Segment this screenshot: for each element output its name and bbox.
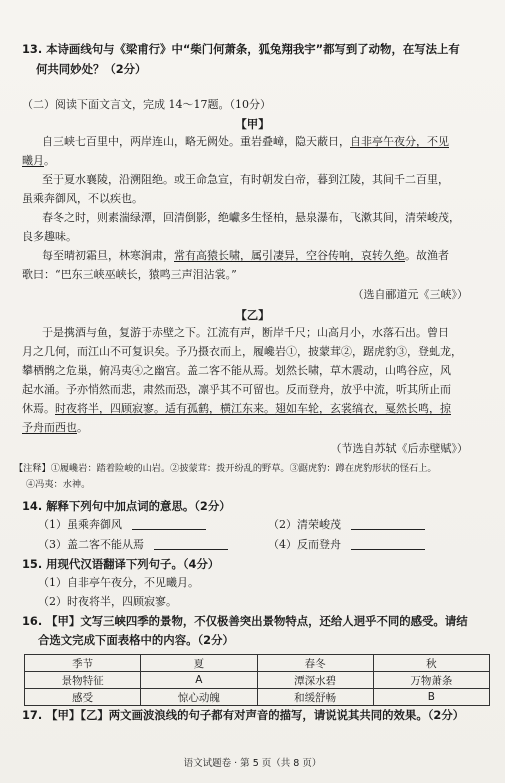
passage-yi-line6 xyxy=(22,419,88,437)
q14-answer-blank-1[interactable] xyxy=(132,517,206,530)
table-row xyxy=(25,689,490,706)
jia-p1-period: 。 xyxy=(44,154,55,167)
table-row xyxy=(25,672,490,689)
table-cell: 夏 xyxy=(141,655,257,672)
jia-p1-text: 自三峡七百里中，两岸连山，略无阙处。重岩叠嶂，隐天蔽日， xyxy=(42,135,350,148)
q14-item-2-text: （2）清荣峻茂 xyxy=(268,518,341,531)
q14-item-2 xyxy=(268,516,425,534)
q14-item-4 xyxy=(268,536,425,554)
passage-jia-title: 【甲】 xyxy=(235,117,270,131)
passage-jia-p3-line1: 春冬之时，则素湍绿潭，回清倒影，绝巘多生怪柏，悬泉瀑布，飞漱其间，清荣峻茂， xyxy=(42,211,460,224)
passage-jia-p4-line1 xyxy=(22,247,449,265)
table-cell-answer-a[interactable]: A xyxy=(141,672,257,689)
q14-item-1 xyxy=(38,516,206,534)
table-cell: 感受 xyxy=(25,689,141,706)
q14-item-3-text: （3）盖二客不能从焉 xyxy=(38,538,144,551)
table-cell: 季节 xyxy=(25,655,141,672)
passage-jia-p1-line2 xyxy=(22,152,55,170)
table-row-header xyxy=(25,655,490,672)
q15-item-1: （1）自非亭午夜分，不见曦月。 xyxy=(38,576,199,589)
question-15-title: 15. 用现代汉语翻译下列句子。（4分） xyxy=(22,557,220,571)
question-13-line1: 13. 本诗画线句与《梁甫行》中“柴门何萧条，狐兔翔我宇”都写到了动物，在写法上有 xyxy=(22,42,460,56)
jia-p4-underlined: 常有高猿长啸，属引凄异，空谷传响，哀转久绝 xyxy=(174,249,405,262)
yi-line6-underlined: 予舟而西也 xyxy=(22,421,77,434)
passage-jia-p2-line2: 虽乘奔御风，不以疾也。 xyxy=(22,192,143,205)
passage-jia-p2-line1: 至于夏水襄陵，沿溯阻绝。或王命急宣，有时朝发白帝，暮到江陵，其间千二百里， xyxy=(42,173,449,186)
passage-yi-line5 xyxy=(22,400,451,418)
table-cell: 春冬 xyxy=(257,655,373,672)
passage-jia-p4-line2: 歌曰：“巴东三峡巫峡长，猿鸣三声泪沾裳。” xyxy=(22,268,237,281)
question-13-line2: 何共同妙处？（2分） xyxy=(36,62,147,76)
jia-p4-text: 每至晴初霜旦，林寒涧肃， xyxy=(42,249,174,262)
table-cell: 和缓舒畅 xyxy=(257,689,373,706)
passage-yi-line2: 月之几何，而江山不可复识矣。予乃摄衣而上，履巉岩①，披蒙茸②，踞虎豹③，登虬龙， xyxy=(22,345,462,358)
page-footer: 语文试题卷 · 第 5 页（共 8 页） xyxy=(183,758,322,769)
passage-jia-source: （选自郦道元《三峡》） xyxy=(352,288,468,301)
passage-jia-p1-line1 xyxy=(22,133,449,151)
table-cell: 万物萧条 xyxy=(373,672,489,689)
question-16-line2: 合选文完成下面表格中的内容。（2分） xyxy=(38,633,234,647)
yi-line6-period: 。 xyxy=(77,421,88,434)
table-cell: 秋 xyxy=(373,655,489,672)
yi-line5-underlined: 时夜将半，四顾寂寥。适有孤鹤，横江东来。翅如车轮，玄裳缟衣，戛然长鸣，掠 xyxy=(55,402,451,415)
q14-answer-blank-2[interactable] xyxy=(351,517,425,530)
passage-yi-source: （节选自苏轼《后赤壁赋》） xyxy=(330,442,468,455)
q14-answer-blank-4[interactable] xyxy=(351,537,425,550)
annotation-line2: ④冯夷：水神。 xyxy=(26,479,91,490)
q14-answer-blank-3[interactable] xyxy=(154,537,228,550)
question-16-line1: 16. 【甲】文写三峡四季的景物，不仅极善突出景物特点，还给人迥乎不同的感受。请结 xyxy=(22,614,468,628)
passage-yi-title: 【乙】 xyxy=(235,308,270,322)
table-cell: 惊心动魄 xyxy=(141,689,257,706)
question-14-title: 14. 解释下列句中加点词的意思。（2分） xyxy=(22,499,231,513)
passage-yi-line3: 攀栖鹘之危巢，俯冯夷④之幽宫。盖二客不能从焉。划然长啸，草木震动，山鸣谷应，风 xyxy=(22,364,451,377)
question-17-line1: 17. 【甲】【乙】两文画波浪线的句子都有对声音的描写，请说说其共同的效果。（2分） xyxy=(22,708,465,722)
table-cell: 景物特征 xyxy=(25,672,141,689)
jia-p4-text-end: 。故渔者 xyxy=(405,249,449,262)
passage-jia-p3-line2: 良多趣味。 xyxy=(22,230,77,243)
q14-item-3 xyxy=(38,536,228,554)
jia-p1-underlined-end: 曦月 xyxy=(22,154,44,167)
q14-item-1-text: （1）虽乘奔御风 xyxy=(38,518,122,531)
jia-p1-underlined: 自非亭午夜分，不见 xyxy=(350,135,449,148)
yi-line5-text: 休焉。 xyxy=(22,402,55,415)
q16-table xyxy=(24,654,490,706)
q14-item-4-text: （4）反而登舟 xyxy=(268,538,341,551)
annotation-line1: 【注释】①履巉岩：踏着险峻的山岩。②披蒙茸：拨开纷乱的野草。③踞虎豹：蹲在虎豹形状的怪石上。 xyxy=(14,463,437,474)
table-cell: 潭深水碧 xyxy=(257,672,373,689)
table-cell-answer-b[interactable]: B xyxy=(373,689,489,706)
passage-yi-line4: 起水涌。予亦悄然而悲，肃然而恐，凛乎其不可留也。反而登舟，放乎中流，听其所止而 xyxy=(22,383,451,396)
section-heading: （二）阅读下面文言文，完成 14～17题。（10分） xyxy=(22,98,271,111)
q15-item-2: （2）时夜将半，四顾寂寥。 xyxy=(38,595,177,608)
passage-yi-line1: 于是携酒与鱼，复游于赤壁之下。江流有声，断岸千尺；山高月小，水落石出。曾日 xyxy=(42,326,449,339)
